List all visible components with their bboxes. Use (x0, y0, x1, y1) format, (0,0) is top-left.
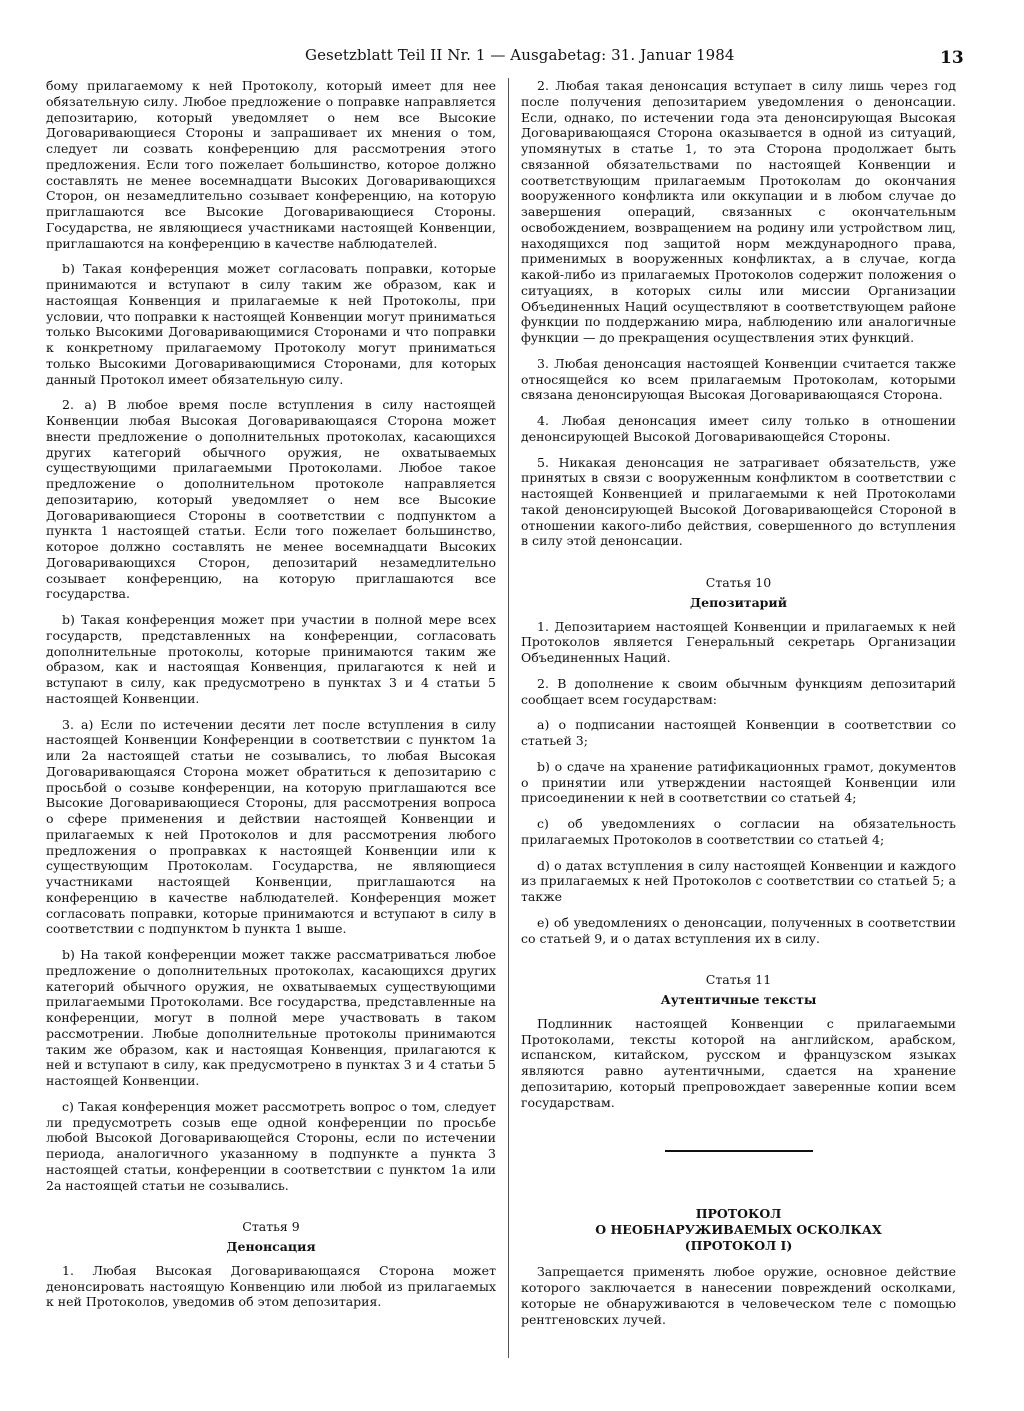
paragraph: c) Такая конференция может рассмотреть вопрос о том, следует ли предусмотреть созыв еще одной конференции по просьбе любой Высокой Договаривающейся Стороны, если по истечении периода, аналогичного указанному в подпункте a пункта 3 настоящей статьи, конференции в соответствии с пунктом 1a или 2a настоящей статьи не созывались. (46, 1098, 496, 1193)
paragraph: 2. a) В любое время после вступления в силу настоящей Конвенции любая Высокая Договаривающаяся Сторона может внести предложение о дополнительных протоколах, касающихся других категорий обычного оружия, не охватываемых существующими прилагаемыми Протоколами. Любое такое предложение о дополнительном протоколе направляется депозитарию, который уведомляет о нем все Высокие Договаривающиеся Стороны в соответствии с подпунктом a пункта 1 настоящей статьи. Если того пожелает большинство, которое должно составлять не менее восемнадцати Высоких Договаривающихся Сторон, депозитарий незамедлительно созывает конференцию, на которую приглашаются все государства. (46, 397, 496, 602)
page-number: 13 (940, 48, 964, 68)
article-10-number: Статья 10 (705, 575, 772, 590)
paragraph: Подлинник настоящей Конвенции с прилагаемыми Протоколами, тексты которой на английском, арабском, испанском, китайском, русском и французском языках являются равно аутентичными, сдается на хранение депозитарию, который препровождает заверенные копии всем государствам. (521, 1015, 956, 1110)
article-9-number: Статья 9 (242, 1219, 300, 1235)
paragraph: 1. Депозитарием настоящей Конвенции и прилагаемых к ней Протоколов является Генеральный секретарь Организации Объединенных Наций. (521, 618, 956, 665)
paragraph: 3. Любая денонсация настоящей Конвенции считается также относящейся ко всем прилагаемым Протоколам, которыми связана денонсирующая Высокая Договаривающаяся Сторона. (521, 355, 956, 403)
paragraph: 5. Никакая денонсация не затрагивает обязательств, уже принятых в связи с вооруженным конфликтом в соответствии с настоящей Конвенцией и прилагаемыми к ней Протоколами такой денонсирующей Высокой Договаривающейся Стороной в отношении какого-либо действия, совершенного до вступления в силу этой денонсации. (521, 454, 956, 549)
article-9-title: Денонсация (226, 1239, 316, 1254)
page-header (0, 42, 1024, 72)
right-column (521, 78, 956, 1361)
article-11-number: Статья 11 (705, 972, 772, 988)
paragraph: a) о подписании настоящей Конвенции в соответствии со статьей 3; (521, 717, 956, 748)
paragraph: бому прилагаемому к ней Протоколу, который имеет для нее обязательную силу. Любое предложение о поправке направляется депозитарию, который уведомляет о нем все Высокие Договаривающиеся Стороны и запрашивает их мнения о том, следует ли созвать конференцию для рассмотрения этого предложения. Если того пожелает большинство, которое должно составлять не менее восемнадцати Высоких Договаривающихся Сторон, он незамедлительно созывает конференцию, на которую приглашаются все Высокие Договаривающиеся Стороны. Государства, не являющиеся участниками настоящей Конвенции, приглашаются на конференцию в качестве наблюдателей. (46, 78, 496, 251)
paragraph: b) На такой конференции может также рассматриваться любое предложение о дополнительных протоколах, касающихся других категорий обычного оружия, не охватываемых существующими прилагаемыми Протоколами. Все государства, представленные на конференции, могут в полной мере участвовать в таком рассмотрении. Любые дополнительные протоколы принимаются таким же образом, как и настоящая Конвенция, прилагаются к ней и вступают в силу, как предусмотрено в пунктах 3 и 4 статьи 5 настоящей Конвенции. (46, 947, 496, 1088)
paragraph: 3. a) Если по истечении десяти лет после вступления в силу настоящей Конвенции Конференции в соответствии с пунктом 1a или 2a настоящей статьи не созывались, то любая Высокая Договаривающаяся Сторона может обратиться к депозитарию с просьбой о созыве конференции, на которую приглашаются все Высокие Договаривающиеся Стороны, для рассмотрения вопроса о сфере применения и действии настоящей Конвенции и прилагаемых к ней Протоколов и для рассмотрения любого предложения о проправках к настоящей Конвенции или к существующим Протоколам. Государства, не являющиеся участниками настоящей Конвенции, приглашаются на конференцию в качестве наблюдателей. Конференция может согласовать поправки, которые принимаются и вступают в силу в соответствии с подпунктом b пункта 1 выше. (46, 716, 496, 937)
paragraph: b) о сдаче на хранение ратификационных грамот, документов о принятии или утверждении настоящей Конвенции или присоединении к ней в соответствии со статьей 4; (521, 758, 956, 806)
paragraph: 1. Любая Высокая Договаривающаяся Сторона может денонсировать настоящую Конвенцию или любой из прилагаемых к ней Протоколов, уведомив об этом депозитария. (46, 1262, 496, 1310)
paragraph: 4. Любая денонсация имеет силу только в отношении денонсирующей Высокой Договаривающейся Стороны. (521, 413, 956, 444)
protocol-title-line: (ПРОТОКОЛ I) (684, 1238, 793, 1254)
paragraph: Запрещается применять любое оружие, основное действие которого заключается в нанесении повреждений осколками, которые не обнаруживаются в человеческом теле с помощью рентгеновских лучей. (521, 1264, 956, 1327)
protocol-title-line: ПРОТОКОЛ (695, 1206, 782, 1222)
left-column (46, 78, 496, 1361)
section-separator (665, 1150, 813, 1152)
running-head: Gesetzblatt Teil II Nr. 1 — Ausgabetag: 31. Januar 1984 (305, 46, 735, 64)
protocol-heading (521, 1206, 956, 1254)
paragraph: c) об уведомлениях о согласии на обязательность прилагаемых Протоколов в соответствии со статьей 4; (521, 816, 956, 847)
paragraph: b) Такая конференция может при участии в полной мере всех государств, представленных на конференции, согласовать дополнительные протоколы, которые принимаются таким же образом, как и настоящая Конвенция, прилагаются к ней и вступают в силу, как предусмотрено в пунктах 3 и 4 статьи 5 настоящей Конвенции. (46, 612, 496, 706)
paragraph: 2. Любая такая денонсация вступает в силу лишь через год после получения депозитарием уведомления о денонсации. Если, однако, по истечении года эта денонсирующая Высокая Договаривающаяся Сторона оказывается в одной из ситуаций, упомянутых в статье 1, то эта Сторона продолжает быть связанной обязательствами по настоящей Конвенции и соответствующим прилагаемым Протоколам до окончания вооруженного конфликта или оккупации и в любом случае до завершения операций, связанных с окончательным освобождением, возвращением на родину или устройством лиц, находящихся под защитой норм международного права, применимых в вооруженных конфликтах, а в случае, когда какой-либо из прилагаемых Протоколов содержит положения о ситуациях, в которых силы или миссии Организации Объединенных Наций осуществляют в соответствующем районе функции по поддержанию мира, наблюдению или аналогичные функции — до прекращения осуществления этих функций. (521, 78, 956, 345)
protocol-title-line: О НЕОБНАРУЖИВАЕМЫХ ОСКОЛКАХ (595, 1222, 882, 1238)
paragraph: 2. В дополнение к своим обычным функциям депозитарий сообщает всем государствам: (521, 675, 956, 707)
paragraph: d) о датах вступления в силу настоящей Конвенции и каждого из прилагаемых к ней Протоколов с соответствии со статьей 5; а также (521, 857, 956, 904)
paragraph: e) об уведомлениях о денонсации, полученных в соответствии со статьей 9, и о датах вступления их в силу. (521, 914, 956, 946)
article-11-title: Аутентичные тексты (660, 992, 817, 1007)
column-divider (508, 78, 509, 1358)
paragraph: b) Такая конференция может согласовать поправки, которые принимаются и вступают в силу таким же образом, как и настоящая Конвенция и прилагаемые к ней Протоколы, при условии, что поправки к настоящей Конвенции могут приниматься только Высокими Договаривающимися Сторонами и что поправки к конкретному прилагаемому Протоколу могут приниматься только Высокими Договаривающимися Сторонами, для которых данный Протокол имеет обязательную силу. (46, 261, 496, 387)
article-10-title: Депозитарий (690, 594, 787, 610)
